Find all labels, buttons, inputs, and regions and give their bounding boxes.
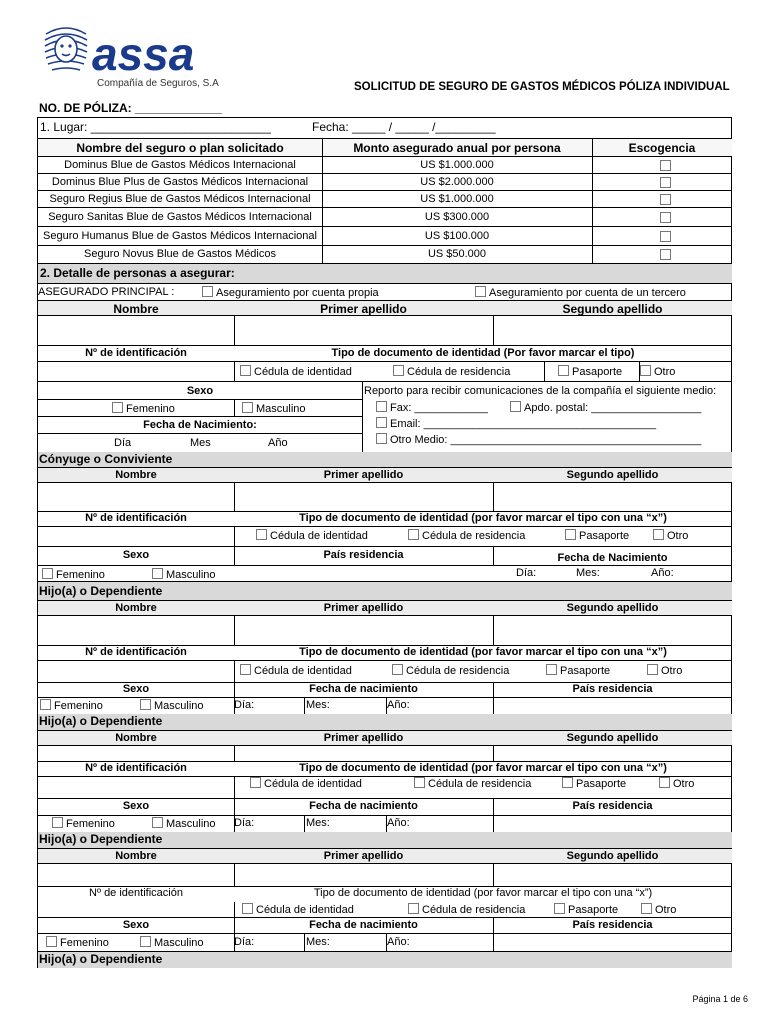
segundo-apellido-label: Segundo apellido xyxy=(566,850,659,862)
sexo-label: Sexo xyxy=(186,385,214,397)
principal-id-row xyxy=(38,362,732,382)
conyuge-title: Cónyuge o Conviviente xyxy=(39,452,173,466)
plan-checkbox[interactable] xyxy=(660,249,674,262)
dia-label: Día: xyxy=(234,936,255,948)
id-label: Nº de identificación xyxy=(85,762,187,774)
hijo-1-id-head xyxy=(38,646,732,661)
divider xyxy=(234,799,235,832)
hijo-2-sexo-head xyxy=(38,799,732,816)
hijo-1-name-head xyxy=(38,600,732,616)
masculino-option[interactable]: Masculino xyxy=(152,817,216,830)
ano-label: Año: xyxy=(387,817,410,829)
plan-checkbox[interactable] xyxy=(660,212,674,225)
hijo-title: Hijo(a) o Dependiente xyxy=(39,952,163,966)
divider xyxy=(493,918,494,952)
plan-amount: US $1.000.000 xyxy=(420,193,494,205)
hijo-3-sexo-row xyxy=(38,934,732,952)
dia-label: Día: xyxy=(516,567,537,579)
conyuge-sexo-head xyxy=(38,547,732,565)
company-name: Compañía de Seguros, S.A xyxy=(97,78,219,89)
pasaporte-option[interactable]: Pasaporte xyxy=(558,365,622,378)
hijo-1-sexo-row xyxy=(38,698,732,714)
otro-option[interactable]: Otro xyxy=(653,529,688,542)
divider xyxy=(234,616,235,646)
divider xyxy=(493,864,494,887)
hijo-3-header xyxy=(38,832,732,848)
plan-row xyxy=(38,174,732,191)
dia-label: Día: xyxy=(234,699,255,711)
femenino-option[interactable]: Femenino xyxy=(46,936,109,949)
conyuge-id-row xyxy=(38,527,732,547)
apdo-field[interactable]: Apdo. postal: __________________ xyxy=(510,401,701,414)
id-label: Nº de identificación xyxy=(85,646,187,658)
segundo-apellido-label: Segundo apellido xyxy=(566,602,659,614)
id-label: Nº de identificación xyxy=(89,887,183,899)
conyuge-sexo-row xyxy=(38,565,732,582)
divider xyxy=(362,382,363,452)
conyuge-name-input[interactable] xyxy=(38,483,732,512)
divider xyxy=(493,483,494,512)
divider xyxy=(493,316,494,346)
sexo-label: Sexo xyxy=(122,800,150,812)
divider xyxy=(386,698,387,714)
plan-checkbox[interactable] xyxy=(660,231,674,244)
divider xyxy=(38,416,362,417)
fecha-nac-label: Fecha de Nacimiento xyxy=(557,552,668,564)
hijo-2-sexo-row xyxy=(38,816,732,832)
ano-label: Año: xyxy=(387,936,410,948)
divider xyxy=(38,399,362,400)
section-2-title: 2. Detalle de personas a asegurar: xyxy=(40,266,235,280)
cedula-res-option[interactable]: Cédula de residencia xyxy=(392,664,509,677)
lugar-row xyxy=(38,117,732,139)
hijo-title: Hijo(a) o Dependiente xyxy=(39,584,163,598)
divider xyxy=(234,661,235,683)
cedula-id-option[interactable]: Cédula de identidad xyxy=(240,365,352,378)
plans-col-name: Nombre del seguro o plan solicitado xyxy=(76,141,284,155)
femenino-option[interactable]: Femenino xyxy=(52,817,115,830)
principal-row xyxy=(38,284,732,300)
plan-name: Dominus Blue Plus de Gastos Médicos Internacional xyxy=(51,176,309,188)
ano-label: Año xyxy=(268,437,288,449)
divider xyxy=(234,547,235,565)
cedula-id-option[interactable]: Cédula de identidad xyxy=(250,777,362,790)
hijo-1-header xyxy=(38,582,732,600)
pasaporte-option[interactable]: Pasaporte xyxy=(565,529,629,542)
tipo-doc-label: Tipo de documento de identidad (Por favor marcar el tipo) xyxy=(331,347,635,359)
pasaporte-option[interactable]: Pasaporte xyxy=(554,903,618,916)
masculino-option[interactable]: Masculino xyxy=(242,402,306,415)
fecha-nac-label: Fecha de nacimiento xyxy=(309,800,418,812)
plan-name: Seguro Novus Blue de Gastos Médicos xyxy=(84,248,276,260)
hijo-2-name-head xyxy=(38,730,732,746)
cedula-id-option[interactable]: Cédula de identidad xyxy=(256,529,368,542)
reporte-label: Reporto para recibir comunicaciones de la compañía el siguiente medio: xyxy=(364,385,717,397)
fecha-field[interactable]: Fecha: _____ / _____ /_________ xyxy=(312,120,496,134)
primer-apellido-label: Primer apellido xyxy=(323,850,404,862)
otro-option[interactable]: Otro xyxy=(659,777,694,790)
fecha-nac-label: Fecha de nacimiento xyxy=(309,919,418,931)
cedula-res-option[interactable]: Cédula de residencia xyxy=(414,777,531,790)
hijo-2-id-row xyxy=(38,777,732,799)
nombre-label: Nombre xyxy=(115,732,157,744)
otro-medio-field[interactable]: Otro Medio: _________________________________________ xyxy=(376,433,701,446)
cedula-id-option[interactable]: Cédula de identidad xyxy=(240,664,352,677)
divider xyxy=(493,683,494,714)
primer-apellido-label: Primer apellido xyxy=(323,732,404,744)
fax-field[interactable]: Fax: ____________ xyxy=(376,401,488,414)
hijo-4-header xyxy=(38,952,732,968)
divider xyxy=(493,799,494,832)
conyuge-name-head xyxy=(38,467,732,483)
id-label: Nº de identificación xyxy=(85,347,187,359)
divider xyxy=(234,399,235,416)
plan-row xyxy=(38,227,732,246)
conyuge-header xyxy=(38,452,732,467)
own-option[interactable]: Aseguramiento por cuenta propia xyxy=(202,286,379,299)
otro-option[interactable]: Otro xyxy=(640,365,675,378)
nombre-label: Nombre xyxy=(113,302,159,316)
mes-label: Mes: xyxy=(306,936,330,948)
plans-col-choice: Escogencia xyxy=(628,141,696,155)
femenino-option[interactable]: Femenino xyxy=(40,699,103,712)
masculino-option[interactable]: Masculino xyxy=(152,568,216,581)
divider xyxy=(386,934,387,952)
sexo-label: Sexo xyxy=(122,919,150,931)
ano-label: Año: xyxy=(387,699,410,711)
mes-label: Mes: xyxy=(306,699,330,711)
masculino-option[interactable]: Masculino xyxy=(140,936,204,949)
plan-amount: US $1.000.000 xyxy=(420,159,494,171)
divider xyxy=(493,746,494,762)
divider xyxy=(234,362,235,382)
pais-label: País residencia xyxy=(572,683,653,695)
hijo-2-name-input[interactable] xyxy=(38,746,732,762)
segundo-apellido-label: Segundo apellido xyxy=(566,732,659,744)
plan-amount: US $300.000 xyxy=(424,211,490,223)
divider xyxy=(234,918,235,952)
svg-text:assa: assa xyxy=(92,28,195,80)
dia-label: Día xyxy=(114,437,132,449)
plans-col-amount: Monto asegurado anual por persona xyxy=(353,141,561,155)
lion-emblem-icon xyxy=(43,28,89,72)
femenino-option[interactable]: Femenino xyxy=(112,402,175,415)
pais-label: País residencia xyxy=(572,800,653,812)
sexo-label: Sexo xyxy=(122,549,150,561)
divider xyxy=(493,616,494,646)
plan-checkbox[interactable] xyxy=(660,194,674,207)
cedula-res-option[interactable]: Cédula de residencia xyxy=(408,903,525,916)
id-label: Nº de identificación xyxy=(85,512,187,524)
plan-row xyxy=(38,208,732,227)
hijo-1-name-input[interactable] xyxy=(38,616,732,646)
divider xyxy=(304,934,305,952)
email-field[interactable]: Email: ______________________________________ xyxy=(376,417,656,430)
lugar-field[interactable]: 1. Lugar: ___________________________ xyxy=(40,120,271,134)
tipo-doc-label: Tipo de documento de identidad (por favor marcar el tipo con una “x”) xyxy=(299,646,667,658)
plan-checkbox[interactable] xyxy=(660,177,674,190)
divider xyxy=(234,746,235,762)
ano-label: Año: xyxy=(651,567,674,579)
plan-amount: US $50.000 xyxy=(427,248,487,260)
cedula-res-option[interactable]: Cédula de residencia xyxy=(408,529,525,542)
tipo-doc-label: Tipo de documento de identidad (por favor marcar el tipo con una “x”) xyxy=(299,512,667,524)
otro-option[interactable]: Otro xyxy=(641,903,676,916)
plan-checkbox[interactable] xyxy=(660,160,674,173)
divider xyxy=(304,816,305,832)
mes-label: Mes: xyxy=(576,567,600,579)
plan-name: Dominus Blue de Gastos Médicos Internacional xyxy=(64,159,296,171)
fecha-nac-label: Fecha de nacimiento xyxy=(309,683,418,695)
plan-amount: US $2.000.000 xyxy=(420,176,494,188)
hijo-3-id-row xyxy=(38,902,732,918)
femenino-option[interactable]: Femenino xyxy=(42,568,105,581)
divider xyxy=(234,864,235,887)
divider xyxy=(386,816,387,832)
plan-amount: US $100.000 xyxy=(424,230,490,242)
mes-label: Mes: xyxy=(306,817,330,829)
divider xyxy=(639,362,640,382)
hijo-1-id-row xyxy=(38,661,732,683)
plan-row xyxy=(38,191,732,208)
nombre-label: Nombre xyxy=(115,469,157,481)
hijo-3-name-input[interactable] xyxy=(38,864,732,887)
cedula-res-option[interactable]: Cédula de residencia xyxy=(393,365,510,378)
hijo-1-sexo-head xyxy=(38,683,732,698)
pais-label: País residencia xyxy=(323,549,404,561)
pasaporte-option[interactable]: Pasaporte xyxy=(562,777,626,790)
cedula-id-option[interactable]: Cédula de identidad xyxy=(242,903,354,916)
mes-label: Mes xyxy=(190,437,211,449)
page-number: Página 1 de 6 xyxy=(692,994,748,1004)
segundo-apellido-label: Segundo apellido xyxy=(566,469,659,481)
hijo-title: Hijo(a) o Dependiente xyxy=(39,714,163,728)
divider xyxy=(234,683,235,714)
hijo-2-header xyxy=(38,714,732,730)
pasaporte-option[interactable]: Pasaporte xyxy=(546,664,610,677)
nombre-label: Nombre xyxy=(115,850,157,862)
divider xyxy=(234,902,235,918)
plan-row xyxy=(38,157,732,174)
plan-name: Seguro Humanus Blue de Gastos Médicos Internacional xyxy=(43,230,317,242)
tipo-doc-label: Tipo de documento de identidad (por favor marcar el tipo con una “x”) xyxy=(299,762,667,774)
plan-name: Seguro Sanitas Blue de Gastos Médicos Internacional xyxy=(48,211,312,223)
primer-apellido-label: Primer apellido xyxy=(323,602,404,614)
conyuge-id-head xyxy=(38,512,732,527)
principal-name-input[interactable] xyxy=(38,316,732,346)
primer-apellido-label: Primer apellido xyxy=(323,469,404,481)
tipo-doc-label: Tipo de documento de identidad (por favor marcar el tipo con una “x”) xyxy=(313,887,653,899)
nombre-label: Nombre xyxy=(115,602,157,614)
principal-label: ASEGURADO PRINCIPAL : xyxy=(38,286,175,298)
hijo-2-id-head xyxy=(38,762,732,777)
hijo-3-id-head xyxy=(38,887,732,902)
pais-label: País residencia xyxy=(572,919,653,931)
plan-row xyxy=(38,246,732,264)
section-2-header xyxy=(38,264,732,284)
sexo-label: Sexo xyxy=(122,683,150,695)
third-option[interactable]: Aseguramiento por cuenta de un tercero xyxy=(475,286,686,299)
divider xyxy=(234,777,235,799)
principal-id-head xyxy=(38,346,732,362)
divider xyxy=(234,483,235,512)
masculino-option[interactable]: Masculino xyxy=(140,699,204,712)
poliza-number: NO. DE PÓLIZA: _____________ xyxy=(39,101,222,115)
otro-option[interactable]: Otro xyxy=(647,664,682,677)
dia-label: Día: xyxy=(234,817,255,829)
fecha-nac-label: Fecha de Nacimiento: xyxy=(143,419,257,431)
divider xyxy=(234,316,235,346)
divider xyxy=(38,433,362,434)
segundo-apellido-label: Segundo apellido xyxy=(562,302,663,316)
primer-apellido-label: Primer apellido xyxy=(320,302,407,316)
hijo-3-name-head xyxy=(38,848,732,864)
divider xyxy=(544,362,545,382)
document-title: SOLICITUD DE SEGURO DE GASTOS MÉDICOS PÓLIZA INDIVIDUAL xyxy=(354,81,730,93)
plan-name: Seguro Regius Blue de Gastos Médicos Internacional xyxy=(49,193,311,205)
plans-header xyxy=(38,139,732,157)
divider xyxy=(304,698,305,714)
hijo-title: Hijo(a) o Dependiente xyxy=(39,832,163,846)
hijo-3-sexo-head xyxy=(38,918,732,934)
divider xyxy=(234,527,235,547)
divider xyxy=(493,547,494,565)
principal-name-head xyxy=(38,300,732,316)
